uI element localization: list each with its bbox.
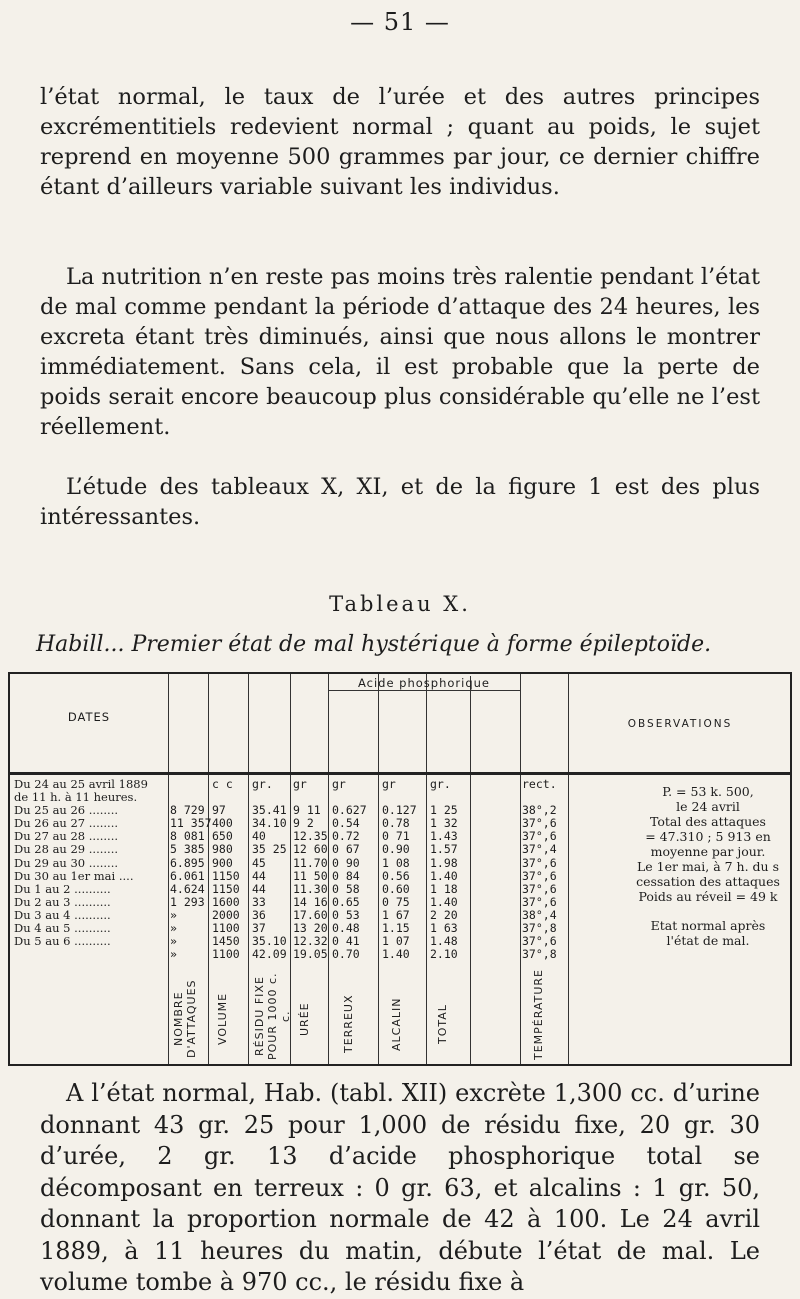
cell-date: Du 30 au 1er mai .... — [14, 868, 134, 883]
unit-uree: gr — [293, 777, 307, 791]
cell-temperature: 37°,6 — [522, 855, 557, 870]
cell-volume: 1100 — [212, 921, 240, 936]
cell-volume: 1100 — [212, 947, 240, 962]
cell-temperature: 37°,4 — [522, 842, 557, 857]
cell-alcalin: 0.90 — [382, 842, 410, 857]
column-rule — [470, 676, 471, 1064]
observation-line: = 47.310 ; 5 913 en — [645, 829, 771, 844]
cell-alcalin: 1.40 — [382, 947, 410, 962]
column-rule — [248, 674, 249, 1064]
observation-line: moyenne par jour. — [650, 844, 766, 859]
volume-column — [212, 778, 240, 961]
cell-attaques: 11 357 — [170, 816, 212, 831]
cell-volume: 900 — [212, 855, 233, 870]
residu-column — [252, 778, 287, 961]
cell-terreux: 0.627 — [332, 803, 367, 818]
cell-alcalin: 0 71 — [382, 829, 410, 844]
header-terreux: TERREUX — [342, 994, 355, 1054]
column-rule — [168, 674, 169, 1064]
cell-alcalin: 0 75 — [382, 894, 410, 909]
header-rule — [10, 772, 790, 775]
header-residu: RÉSIDU FIXE POUR 1000 c. c. — [253, 972, 292, 1060]
cell-residu: 44 — [252, 868, 266, 883]
uree-column — [293, 778, 328, 961]
header-alcalin: ALCALIN — [390, 997, 403, 1051]
cell-temperature: 37°,8 — [522, 947, 557, 962]
cell-date: Du 29 au 30 ........ — [14, 855, 119, 870]
cell-alcalin: 1 08 — [382, 855, 410, 870]
cell-residu: 35 25 — [252, 842, 287, 857]
cell-volume: 1150 — [212, 868, 240, 883]
column-rule — [426, 674, 427, 1064]
cell-uree: 13 20 — [293, 921, 328, 936]
total-column — [430, 778, 458, 961]
cell-terreux: 0.70 — [332, 947, 360, 962]
cell-terreux: 0 58 — [332, 881, 360, 896]
cell-uree: 12 60 — [293, 842, 328, 857]
cell-temperature: 37°,6 — [522, 829, 557, 844]
cell-residu: 44 — [252, 881, 266, 896]
observation-line: P. = 53 k. 500, — [662, 784, 754, 799]
cell-residu: 33 — [252, 894, 266, 909]
observation-line: cessation des attaques — [636, 874, 780, 889]
observation-line: l'état de mal. — [666, 933, 750, 948]
cell-alcalin: 0.56 — [382, 868, 410, 883]
cell-date: Du 28 au 29 ........ — [14, 842, 119, 857]
cell-date: Du 3 au 4 .......... — [14, 907, 111, 922]
cell-date: de 11 h. à 11 heures. — [14, 790, 138, 805]
column-rule — [378, 674, 379, 1064]
cell-volume: 97 — [212, 803, 226, 818]
cell-residu: 36 — [252, 907, 266, 922]
cell-terreux: 0 90 — [332, 855, 360, 870]
cell-terreux: 0.48 — [332, 921, 360, 936]
table-title: Tableau X. — [329, 592, 471, 616]
paragraph-1: l’état normal, le taux de l’urée et des autres principes excrémentitiels redevient normal ; quant au poids, le sujet reprend en moyenne 500 grammes par jour, ce dernier chiffre étant d’ailleurs variable suivant les individus. — [40, 84, 760, 200]
cell-date: Du 27 au 28 ........ — [14, 829, 119, 844]
observations-notes — [626, 784, 790, 948]
column-rule — [290, 674, 291, 1064]
alcalin-column — [382, 778, 417, 961]
cell-uree: 14 16 — [293, 894, 328, 909]
cell-date: Du 4 au 5 .......... — [14, 921, 111, 936]
cell-total: 1 25 — [430, 803, 458, 818]
cell-volume: 1450 — [212, 934, 240, 949]
cell-temperature: 37°,6 — [522, 881, 557, 896]
cell-uree: 19.05 — [293, 947, 328, 962]
cell-alcalin: 1 07 — [382, 934, 410, 949]
cell-uree: 11.70 — [293, 855, 328, 870]
cell-alcalin: 0.127 — [382, 803, 417, 818]
cell-attaques: 1 293 — [170, 894, 205, 909]
column-rule — [520, 674, 521, 1064]
cell-uree: 9 11 — [293, 803, 321, 818]
cell-total: 1.40 — [430, 894, 458, 909]
cell-terreux: 0.54 — [332, 816, 360, 831]
dates-column — [14, 778, 168, 948]
cell-temperature: 37°,6 — [522, 934, 557, 949]
cell-date: Du 24 au 25 avril 1889 — [14, 777, 148, 791]
header-temperature: TEMPÉRATURE — [532, 969, 545, 1060]
cell-terreux: 0 67 — [332, 842, 360, 857]
cell-residu: 35.10 — [252, 934, 287, 949]
cell-total: 2.10 — [430, 947, 458, 962]
unit-temperature: rect. — [522, 777, 557, 791]
column-rule — [328, 674, 329, 1064]
header-total: TOTAL — [436, 1004, 449, 1044]
unit-residu: gr. — [252, 777, 273, 791]
cell-date: Du 5 au 6 .......... — [14, 934, 111, 949]
cell-temperature: 38°,2 — [522, 803, 557, 818]
cell-temperature: 37°,6 — [522, 816, 557, 831]
data-table — [8, 672, 792, 1066]
cell-total: 2 20 — [430, 907, 458, 922]
cell-date: Du 2 au 3 .......... — [14, 894, 111, 909]
cell-terreux: 0 84 — [332, 868, 360, 883]
cell-volume: 1150 — [212, 881, 240, 896]
observation-line: Poids au réveil = 49 k — [638, 889, 778, 904]
cell-residu: 45 — [252, 855, 266, 870]
cell-residu: 37 — [252, 921, 266, 936]
header-volume: VOLUME — [216, 992, 229, 1046]
header-dates: DATES — [67, 710, 111, 724]
cell-date: Du 26 au 27 ........ — [14, 816, 119, 831]
cell-volume: 650 — [212, 829, 233, 844]
cell-volume: 980 — [212, 842, 233, 857]
cell-uree: 11.30 — [293, 881, 328, 896]
cell-residu: 35.41 — [252, 803, 287, 818]
acide-header-rule — [328, 690, 520, 691]
cell-total: 1.43 — [430, 829, 458, 844]
paragraph-3: L’étude des tableaux X, XI, et de la figure 1 est des plus intéressantes. — [40, 474, 760, 530]
cell-total: 1 32 — [430, 816, 458, 831]
cell-date: Du 1 au 2 .......... — [14, 881, 111, 896]
cell-attaques: 8 081 — [170, 829, 205, 844]
cell-attaques: » — [170, 947, 177, 962]
cell-total: 1.57 — [430, 842, 458, 857]
cell-terreux: 0 41 — [332, 934, 360, 949]
cell-attaques: 5 385 — [170, 842, 205, 857]
page-number: — 51 — — [350, 8, 450, 36]
cell-total: 1.48 — [430, 934, 458, 949]
cell-total: 1 63 — [430, 921, 458, 936]
cell-attaques: 4.624 — [170, 881, 205, 896]
attaques-column — [170, 778, 212, 961]
cell-attaques: » — [170, 907, 177, 922]
cell-alcalin: 0.78 — [382, 816, 410, 831]
observation-line: Le 1er mai, à 7 h. du s — [636, 859, 779, 874]
cell-terreux: 0.65 — [332, 894, 360, 909]
unit-volume: c c — [212, 777, 233, 791]
table-subtitle: Habill... Premier état de mal hystérique à forme épileptoïde. — [36, 632, 712, 657]
cell-alcalin: 1.15 — [382, 921, 410, 936]
cell-uree: 12.32 — [293, 934, 328, 949]
unit-total: gr. — [430, 777, 451, 791]
cell-total: 1.98 — [430, 855, 458, 870]
column-rule — [568, 674, 569, 1064]
paragraph-4: A l’état normal, Hab. (tabl. XII) excrète 1,300 cc. d’urine donnant 43 gr. 25 pour 1,000 de résidu fixe, 20 gr. 30 d’urée, 2 gr. 13 d’acide phosphorique total se décomposant en terreux : 0 gr. 63, et alcalins : 1 gr. 50, donnant la proportion normale de 42 à 100. Le 24 avril 1889, à 11 heures du matin, débute l’état de mal. Le volume tombe à 970 cc., le résidu fixe à — [40, 1079, 760, 1296]
cell-alcalin: 0.60 — [382, 881, 410, 896]
cell-date: Du 25 au 26 ........ — [14, 803, 119, 818]
cell-residu: 40 — [252, 829, 266, 844]
temperature-column — [522, 778, 557, 961]
cell-uree: 17.60 — [293, 907, 328, 922]
cell-total: 1 18 — [430, 881, 458, 896]
observation-line: Total des attaques — [650, 814, 766, 829]
cell-attaques: 6.061 — [170, 868, 205, 883]
cell-attaques: » — [170, 934, 177, 949]
observation-line: Etat normal après — [650, 918, 766, 933]
cell-attaques: 6.895 — [170, 855, 205, 870]
cell-temperature: 37°,6 — [522, 894, 557, 909]
unit-terreux: gr — [332, 777, 346, 791]
observation-line: le 24 avril — [676, 799, 740, 814]
cell-temperature: 37°,8 — [522, 921, 557, 936]
cell-alcalin: 1 67 — [382, 907, 410, 922]
cell-volume: 2000 — [212, 907, 240, 922]
unit-alcalin: gr — [382, 777, 396, 791]
cell-residu: 42.09 — [252, 947, 287, 962]
header-uree: URÉE — [298, 1002, 311, 1036]
cell-residu: 34.10 — [252, 816, 287, 831]
cell-temperature: 38°,4 — [522, 907, 557, 922]
cell-volume: 400 — [212, 816, 233, 831]
cell-total: 1.40 — [430, 868, 458, 883]
cell-uree: 9 2 — [293, 816, 314, 831]
cell-terreux: 0.72 — [332, 829, 360, 844]
cell-attaques: 8 729 — [170, 803, 205, 818]
terreux-column — [332, 778, 367, 961]
cell-uree: 12.35 — [293, 829, 328, 844]
observation-gap — [626, 904, 790, 918]
header-attaques: NOMBRE D'ATTAQUES — [172, 979, 198, 1059]
header-acide-phosphorique: Acide phosphorique — [357, 676, 491, 690]
paragraph-2: La nutrition n’en reste pas moins très ralentie pendant l’état de mal comme pendant la période d’attaque des 24 heures, les excreta étant très diminués, ainsi que nous allons le montrer immédiatement. Sans cela, il est probable que la perte de poids serait encore beaucoup plus considérable qu’elle ne l’est réellement. — [40, 264, 760, 440]
cell-temperature: 37°,6 — [522, 868, 557, 883]
header-observations: OBSERVATIONS — [627, 718, 733, 730]
cell-uree: 11 50 — [293, 868, 328, 883]
cell-attaques: » — [170, 921, 177, 936]
cell-volume: 1600 — [212, 894, 240, 909]
cell-terreux: 0 53 — [332, 907, 360, 922]
